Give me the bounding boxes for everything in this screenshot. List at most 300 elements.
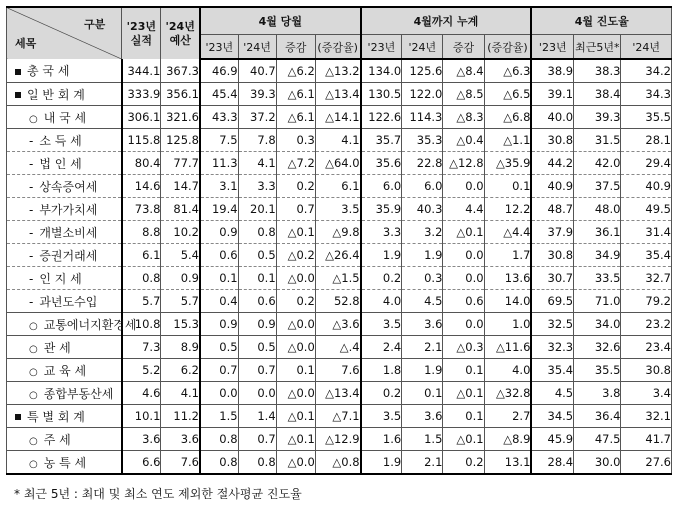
cell-cum-23: 0.2 [361,382,402,405]
cell-april-24: 0.7 [238,428,276,451]
cell-april-change: 0.3 [276,129,315,152]
cell-april-23: 1.5 [200,405,238,428]
row-label-text: 교 육 세 [43,363,87,378]
cell-april-change: △6.1 [276,106,315,129]
progress-col-23: '23년 [531,35,573,60]
cell-progress-5yr: 34.0 [574,313,621,336]
cell-progress-24: 29.4 [621,152,672,175]
cell-april-23: 0.6 [200,244,238,267]
row-label-text: 농 특 세 [43,455,87,470]
cell-cum-24: 122.0 [402,83,443,106]
cell-cum-change: 0.2 [443,451,484,475]
cell-april-rate: △1.5 [315,267,360,290]
row-label [7,451,122,475]
cell-cum-23: 1.9 [361,244,402,267]
cell-actual-23: 10.8 [122,313,161,336]
cell-cum-change: 0.0 [443,175,484,198]
row-label [7,382,122,405]
circle-bullet-icon: ○ [29,366,38,378]
table-row [7,244,672,267]
cell-april-change: △0.0 [276,451,315,475]
april-col-24: '24년 [238,35,276,60]
cell-april-rate: 6.1 [315,175,360,198]
cell-progress-24: 34.2 [621,59,672,83]
cell-cum-rate: 1.0 [484,313,531,336]
row-label [7,244,122,267]
cell-april-24: 40.7 [238,59,276,83]
cell-cum-rate: 2.7 [484,405,531,428]
cell-cum-change: △0.1 [443,382,484,405]
cell-cum-rate: 12.2 [484,198,531,221]
cell-cum-24: 2.1 [402,451,443,475]
dash-bullet-icon: - [29,294,34,309]
cell-april-change: △0.0 [276,313,315,336]
tax-revenue-table [6,6,672,475]
cell-april-change: △0.0 [276,336,315,359]
cell-progress-5yr: 3.8 [574,382,621,405]
cell-progress-5yr: 36.1 [574,221,621,244]
cell-progress-23: 69.5 [531,290,573,313]
table-row [7,405,672,428]
square-bullet-icon [15,414,21,420]
cell-progress-5yr: 34.9 [574,244,621,267]
table-row [7,267,672,290]
cell-progress-23: 48.7 [531,198,573,221]
cell-progress-23: 4.5 [531,382,573,405]
cell-cum-change: 0.0 [443,244,484,267]
cell-april-24: 7.8 [238,129,276,152]
circle-bullet-icon: ○ [29,113,38,125]
cell-cum-24: 4.5 [402,290,443,313]
cell-progress-23: 34.5 [531,405,573,428]
row-label-text: 부가가치세 [39,202,98,217]
cell-cum-24: 0.1 [402,382,443,405]
cell-april-24: 3.3 [238,175,276,198]
group-progress-header: 4월 진도율 [531,7,671,35]
cell-cum-rate: 14.0 [484,290,531,313]
cell-progress-24: 79.2 [621,290,672,313]
cell-actual-23: 115.8 [122,129,161,152]
cell-progress-5yr: 33.5 [574,267,621,290]
cell-cum-24: 3.2 [402,221,443,244]
cell-progress-23: 39.1 [531,83,573,106]
cell-april-24: 4.1 [238,152,276,175]
cell-cum-24: 125.6 [402,59,443,83]
cell-april-23: 0.7 [200,359,238,382]
cell-april-rate: 52.8 [315,290,360,313]
cell-budget-24: 7.6 [161,451,200,475]
cell-cum-23: 1.8 [361,359,402,382]
cell-april-rate: △14.1 [315,106,360,129]
table-row [7,175,672,198]
cell-cum-change: 4.4 [443,198,484,221]
cell-progress-23: 30.8 [531,129,573,152]
cell-cum-change: △8.3 [443,106,484,129]
cell-actual-23: 0.8 [122,267,161,290]
table-row [7,152,672,175]
cell-cum-change: 0.0 [443,313,484,336]
cell-progress-23: 28.4 [531,451,573,475]
cell-budget-24: 15.3 [161,313,200,336]
row-label-text: 법 인 세 [39,156,82,171]
cell-april-23: 0.9 [200,313,238,336]
cell-april-change: △0.0 [276,382,315,405]
cell-cum-change: △0.1 [443,428,484,451]
row-label [7,106,122,129]
cell-april-change: 0.2 [276,175,315,198]
cell-cum-24: 6.0 [402,175,443,198]
cell-progress-23: 32.3 [531,336,573,359]
cell-progress-23: 37.9 [531,221,573,244]
cell-cum-change: △8.4 [443,59,484,83]
cell-april-23: 0.0 [200,382,238,405]
cell-april-23: 0.8 [200,451,238,475]
dash-bullet-icon: - [29,271,34,286]
circle-bullet-icon: ○ [29,320,38,332]
cell-april-23: 3.1 [200,175,238,198]
cell-progress-23: 44.2 [531,152,573,175]
cell-actual-23: 344.1 [122,59,161,83]
table-row [7,221,672,244]
cell-april-change: 0.2 [276,290,315,313]
dash-bullet-icon: - [29,248,34,263]
cell-april-change: △0.1 [276,405,315,428]
cell-cum-23: 3.5 [361,313,402,336]
cell-progress-24: 23.2 [621,313,672,336]
cell-cum-rate: 0.1 [484,175,531,198]
corner-header [7,7,122,59]
cell-budget-24: 81.4 [161,198,200,221]
table-row [7,83,672,106]
cell-progress-23: 40.0 [531,106,573,129]
april-col-change: 증감 [276,35,315,60]
cum-col-23: '23년 [361,35,402,60]
cell-progress-23: 30.8 [531,244,573,267]
cell-april-24: 39.3 [238,83,276,106]
cell-progress-5yr: 39.3 [574,106,621,129]
cell-cum-23: 1.6 [361,428,402,451]
table-row [7,106,672,129]
cell-april-23: 0.4 [200,290,238,313]
cell-cum-rate: 4.0 [484,359,531,382]
cell-cum-23: 4.0 [361,290,402,313]
cell-cum-23: 130.5 [361,83,402,106]
cum-col-rate: (증감율) [484,35,531,60]
dash-bullet-icon: - [29,225,34,240]
cell-april-24: 20.1 [238,198,276,221]
cell-april-rate: 4.1 [315,129,360,152]
row-label [7,198,122,221]
dash-bullet-icon: - [29,202,34,217]
cell-april-change: △0.1 [276,221,315,244]
table-row [7,290,672,313]
cell-april-23: 0.8 [200,428,238,451]
cell-cum-change: 0.1 [443,359,484,382]
cell-budget-24: 321.6 [161,106,200,129]
cell-budget-24: 0.9 [161,267,200,290]
cell-actual-23: 10.1 [122,405,161,428]
cell-cum-23: 35.6 [361,152,402,175]
row-label [7,405,122,428]
cell-cum-rate: 1.7 [484,244,531,267]
cell-progress-23: 30.7 [531,267,573,290]
cell-cum-24: 0.3 [402,267,443,290]
cell-cum-rate: 13.6 [484,267,531,290]
cell-cum-rate: 13.1 [484,451,531,475]
cell-actual-23: 80.4 [122,152,161,175]
cell-progress-24: 30.8 [621,359,672,382]
table-row [7,382,672,405]
row-label [7,359,122,382]
row-label-text: 관 세 [43,340,71,355]
cell-progress-5yr: 71.0 [574,290,621,313]
cell-budget-24: 3.6 [161,428,200,451]
cell-april-rate: △3.6 [315,313,360,336]
cell-cum-rate: △8.9 [484,428,531,451]
cell-progress-24: 31.4 [621,221,672,244]
cell-cum-23: 1.9 [361,451,402,475]
row-label [7,267,122,290]
cell-april-change: △0.2 [276,244,315,267]
cell-april-24: 0.5 [238,244,276,267]
cell-budget-24: 4.1 [161,382,200,405]
cell-budget-24: 77.7 [161,152,200,175]
cell-actual-23: 3.6 [122,428,161,451]
cell-progress-5yr: 38.3 [574,59,621,83]
dash-bullet-icon: - [29,156,34,171]
circle-bullet-icon: ○ [29,389,38,401]
cell-cum-24: 1.5 [402,428,443,451]
cell-april-24: 0.5 [238,336,276,359]
cell-budget-24: 14.7 [161,175,200,198]
cell-actual-23: 6.6 [122,451,161,475]
cell-budget-24: 8.9 [161,336,200,359]
cell-april-24: 0.0 [238,382,276,405]
cell-progress-24: 34.3 [621,83,672,106]
cell-april-24: 0.8 [238,221,276,244]
cell-cum-rate: △6.5 [484,83,531,106]
cell-april-23: 0.1 [200,267,238,290]
cell-progress-24: 40.9 [621,175,672,198]
cell-cum-24: 3.6 [402,405,443,428]
cell-cum-rate: △35.9 [484,152,531,175]
row-label [7,83,122,106]
april-col-23: '23년 [200,35,238,60]
cell-cum-24: 1.9 [402,244,443,267]
cell-cum-24: 22.8 [402,152,443,175]
cell-actual-23: 4.6 [122,382,161,405]
dash-bullet-icon: - [29,133,34,148]
cell-actual-23: 8.8 [122,221,161,244]
cell-cum-23: 6.0 [361,175,402,198]
cell-budget-24: 5.7 [161,290,200,313]
row-label-text: 소 득 세 [39,133,82,148]
cell-april-change: △0.1 [276,428,315,451]
group-april-header: 4월 당월 [200,7,361,35]
cell-actual-23: 333.9 [122,83,161,106]
cell-april-23: 11.3 [200,152,238,175]
row-label-text: 주 세 [43,432,71,447]
cell-april-rate: △13.4 [315,83,360,106]
row-label-text: 종합부동산세 [43,386,114,401]
cell-april-24: 1.4 [238,405,276,428]
cell-cum-23: 2.4 [361,336,402,359]
cell-april-24: 0.1 [238,267,276,290]
cell-progress-23: 38.9 [531,59,573,83]
row-label-text: 총 국 세 [27,64,70,78]
row-label [7,59,122,83]
cell-april-24: 37.2 [238,106,276,129]
cell-progress-24: 3.4 [621,382,672,405]
cell-april-rate: △26.4 [315,244,360,267]
corner-category-label: 구분 [84,18,106,31]
cell-april-23: 0.9 [200,221,238,244]
cell-actual-23: 5.2 [122,359,161,382]
cell-budget-24: 367.3 [161,59,200,83]
cell-cum-change: △0.3 [443,336,484,359]
cell-april-24: 0.6 [238,290,276,313]
cell-budget-24: 5.4 [161,244,200,267]
cell-april-change: △0.0 [276,267,315,290]
cell-april-23: 45.4 [200,83,238,106]
cell-april-23: 43.3 [200,106,238,129]
cell-progress-24: 28.1 [621,129,672,152]
row-label [7,290,122,313]
row-label-text: 일 반 회 계 [27,87,85,102]
cell-progress-5yr: 30.0 [574,451,621,475]
cell-cum-change: △0.1 [443,221,484,244]
table-row [7,336,672,359]
cum-col-change: 증감 [443,35,484,60]
cell-cum-23: 3.3 [361,221,402,244]
cum-col-24: '24년 [402,35,443,60]
cell-progress-23: 32.5 [531,313,573,336]
row-label [7,221,122,244]
cell-actual-23: 6.1 [122,244,161,267]
cell-cum-24: 2.1 [402,336,443,359]
corner-item-label: 세목 [15,37,37,50]
cell-april-rate: △12.9 [315,428,360,451]
row-label [7,129,122,152]
cell-progress-5yr: 32.6 [574,336,621,359]
cell-progress-5yr: 47.5 [574,428,621,451]
square-bullet-icon [15,69,21,75]
cell-actual-23: 306.1 [122,106,161,129]
cell-cum-change: △8.5 [443,83,484,106]
cell-budget-24: 10.2 [161,221,200,244]
cell-april-change: 0.1 [276,359,315,382]
table-row [7,59,672,83]
table-row [7,451,672,475]
cell-april-23: 7.5 [200,129,238,152]
cell-april-23: 46.9 [200,59,238,83]
cell-budget-24: 125.8 [161,129,200,152]
row-label-text: 개별소비세 [39,225,98,240]
cell-april-rate: △.4 [315,336,360,359]
cell-progress-24: 23.4 [621,336,672,359]
progress-col-24: '24년 [621,35,672,60]
cell-progress-5yr: 31.5 [574,129,621,152]
cell-cum-change: △12.8 [443,152,484,175]
footnote: * 최근 5년 : 최대 및 최소 연도 제외한 절사평균 진도율 [14,487,302,501]
cell-cum-rate: △6.8 [484,106,531,129]
cell-cum-23: 35.7 [361,129,402,152]
cell-april-rate: △7.1 [315,405,360,428]
cell-april-change: △7.2 [276,152,315,175]
row-label [7,152,122,175]
cell-progress-24: 35.4 [621,244,672,267]
cell-progress-24: 32.1 [621,405,672,428]
cell-progress-5yr: 37.5 [574,175,621,198]
cell-progress-24: 32.7 [621,267,672,290]
row-label [7,313,137,336]
circle-bullet-icon: ○ [29,435,38,447]
cell-actual-23: 73.8 [122,198,161,221]
cell-cum-24: 114.3 [402,106,443,129]
cell-cum-24: 40.3 [402,198,443,221]
row-label-text: 특 별 회 계 [27,409,85,424]
row-label-text: 과년도수입 [39,294,98,309]
table-row [7,129,672,152]
cell-april-change: 0.7 [276,198,315,221]
cell-progress-23: 35.4 [531,359,573,382]
col-24-budget-header: '24년 예산 [161,7,200,59]
cell-progress-23: 45.9 [531,428,573,451]
cell-cum-change: 0.0 [443,267,484,290]
cell-progress-5yr: 35.5 [574,359,621,382]
table-row [7,198,672,221]
row-label [7,175,122,198]
cell-budget-24: 6.2 [161,359,200,382]
cell-cum-change: 0.6 [443,290,484,313]
cell-cum-23: 3.5 [361,405,402,428]
circle-bullet-icon: ○ [29,458,38,470]
cell-april-rate: △13.2 [315,59,360,83]
cell-april-change: △6.1 [276,83,315,106]
square-bullet-icon [15,92,21,98]
cell-progress-5yr: 42.0 [574,152,621,175]
cell-april-23: 0.5 [200,336,238,359]
cell-budget-24: 11.2 [161,405,200,428]
group-cumulative-header: 4월까지 누계 [361,7,532,35]
row-label-text: 교통에너지환경세 [43,317,137,332]
cell-cum-23: 35.9 [361,198,402,221]
progress-col-5yr: 최근5년* [574,35,621,60]
cell-progress-24: 49.5 [621,198,672,221]
cell-cum-23: 0.2 [361,267,402,290]
cell-cum-rate: △4.4 [484,221,531,244]
cell-cum-rate: △11.6 [484,336,531,359]
cell-cum-change: 0.1 [443,405,484,428]
cell-progress-24: 35.5 [621,106,672,129]
cell-april-24: 0.8 [238,451,276,475]
row-label [7,428,122,451]
cell-april-rate: △9.8 [315,221,360,244]
cell-cum-rate: △6.3 [484,59,531,83]
cell-actual-23: 5.7 [122,290,161,313]
cell-cum-24: 1.9 [402,359,443,382]
cell-progress-23: 40.9 [531,175,573,198]
cell-actual-23: 14.6 [122,175,161,198]
cell-april-23: 19.4 [200,198,238,221]
cell-april-24: 0.9 [238,313,276,336]
cell-cum-24: 35.3 [402,129,443,152]
dash-bullet-icon: - [29,179,34,194]
cell-cum-24: 3.6 [402,313,443,336]
cell-april-rate: △64.0 [315,152,360,175]
table-row [7,428,672,451]
cell-actual-23: 7.3 [122,336,161,359]
